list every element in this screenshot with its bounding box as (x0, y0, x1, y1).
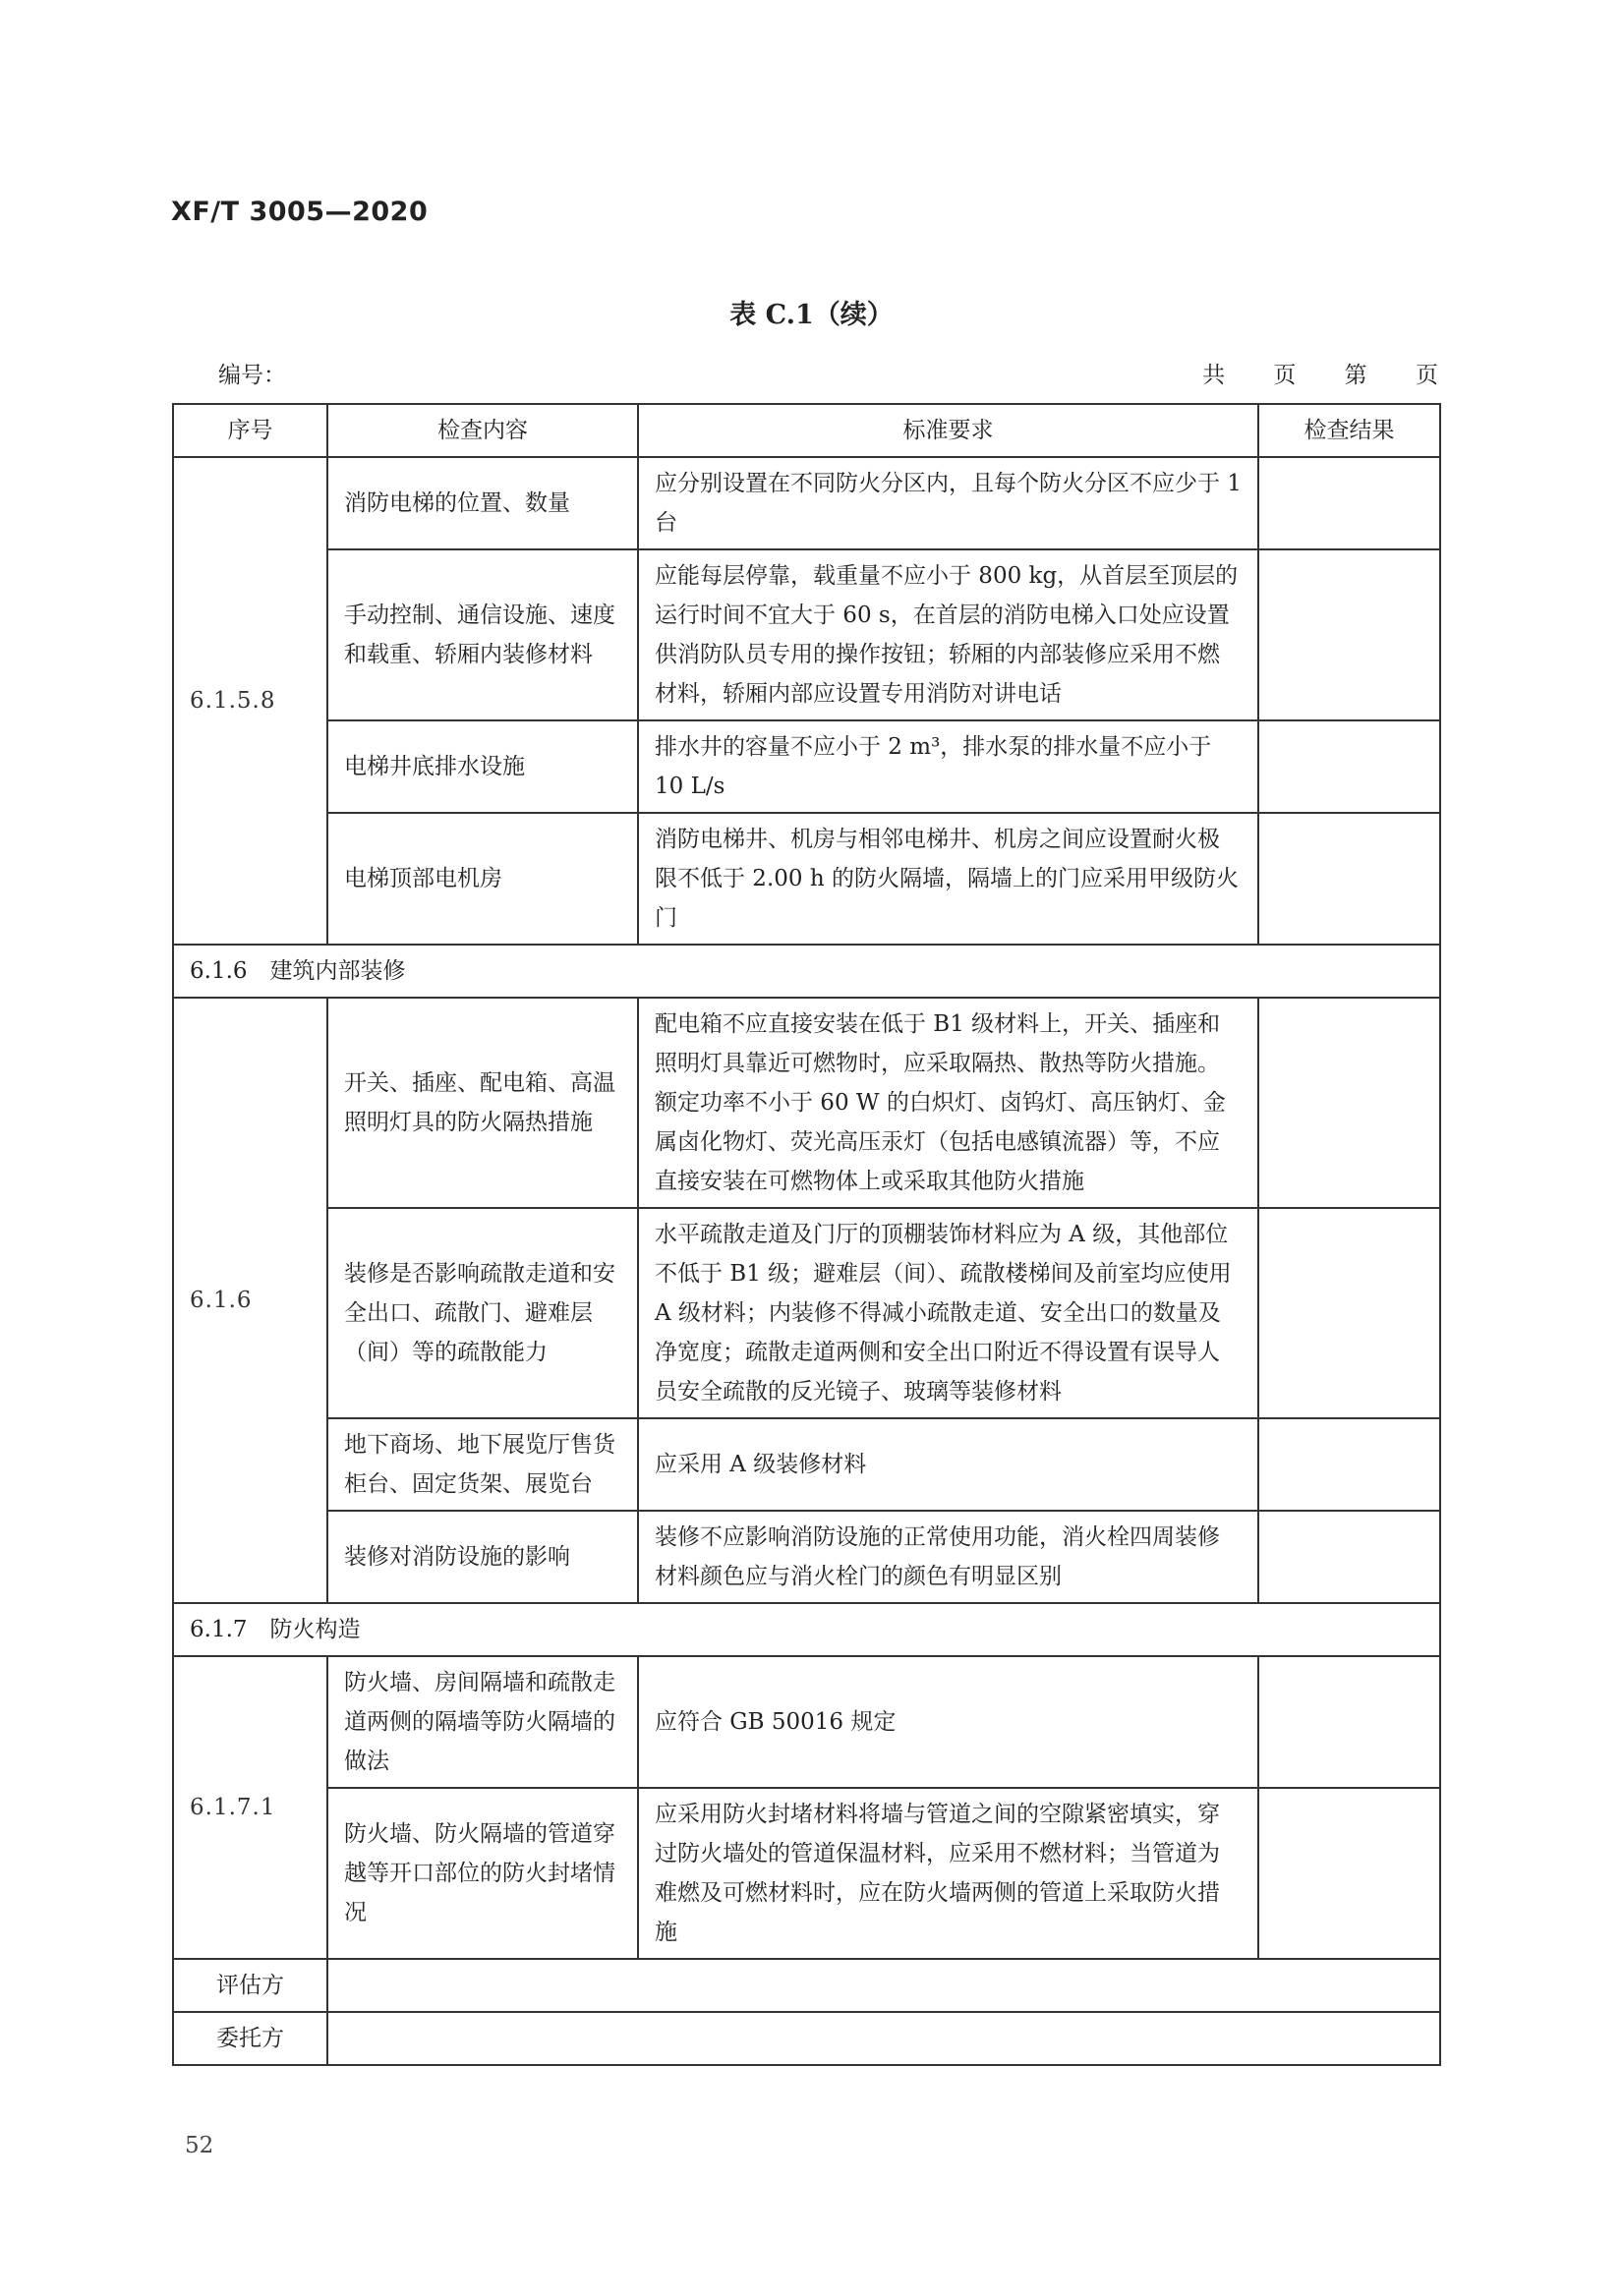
standard-code: XF/T 3005—2020 (171, 197, 429, 227)
result-cell[interactable] (1258, 1511, 1440, 1603)
table-title: 表 C.1（续） (729, 300, 894, 330)
table-row (173, 1418, 1440, 1511)
requirement-cell: 水平疏散走道及门厅的顶棚装饰材料应为 A 级，其他部位不低于 B1 级；避难层（间）、疏散楼梯间及前室均应使用 A 级材料；内装修不得减小疏散走道、安全出口的数量及净宽度；疏散走道两侧和安全出口附近不得设置有误导人员安全疏散的反光镜子、玻璃等装修材料 (638, 1208, 1258, 1418)
table-row (173, 549, 1440, 720)
requirement-cell: 配电箱不应直接安装在低于 B1 级材料上，开关、插座和照明灯具靠近可燃物时，应采取隔热、散热等防火措施。额定功率不小于 60 W 的白炽灯、卤钨灯、高压钠灯、金属卤化物灯、荧光高压汞灯（包括电感镇流器）等，不应直接安装在可燃物体上或采取其他防火措施 (638, 998, 1258, 1208)
section-heading: 6.1.6 建筑内部装修 (173, 945, 1440, 998)
requirement-cell: 应分别设置在不同防火分区内，且每个防火分区不应少于 1 台 (638, 457, 1258, 549)
result-cell[interactable] (1258, 1208, 1440, 1418)
content-cell: 电梯井底排水设施 (327, 720, 638, 813)
seq-cell: 6.1.7.1 (173, 1656, 327, 1959)
table-row (173, 1511, 1440, 1603)
column-header: 序号 (173, 404, 327, 457)
requirement-cell: 应符合 GB 50016 规定 (638, 1656, 1258, 1788)
column-header: 标准要求 (638, 404, 1258, 457)
result-cell[interactable] (1258, 1788, 1440, 1959)
column-header: 检查内容 (327, 404, 638, 457)
section-row (173, 945, 1440, 998)
table-row (173, 720, 1440, 813)
result-cell[interactable] (1258, 720, 1440, 813)
table-row (173, 998, 1440, 1208)
requirement-cell: 应采用防火封堵材料将墙与管道之间的空隙紧密填实，穿过防火墙处的管道保温材料，应采用不燃材料；当管道为难燃及可燃材料时，应在防火墙两侧的管道上采取防火措施 (638, 1788, 1258, 1959)
inspection-table (172, 403, 1441, 2066)
result-cell[interactable] (1258, 1418, 1440, 1511)
table-row (173, 1656, 1440, 1788)
result-cell[interactable] (1258, 1656, 1440, 1788)
requirement-cell: 消防电梯井、机房与相邻电梯井、机房之间应设置耐火极限不低于 2.00 h 的防火隔墙，隔墙上的门应采用甲级防火门 (638, 813, 1258, 945)
table-header-row (173, 404, 1440, 457)
content-cell: 手动控制、通信设施、速度和载重、轿厢内装修材料 (327, 549, 638, 720)
table-row (173, 457, 1440, 549)
footer-label: 评估方 (173, 1959, 327, 2012)
requirement-cell: 应能每层停靠，载重量不应小于 800 kg，从首层至顶层的运行时间不宜大于 60 s，在首层的消防电梯入口处应设置供消防队员专用的操作按钮；轿厢的内部装修应采用不燃材料，轿厢内部应设置专用消防对讲电话 (638, 549, 1258, 720)
content-cell: 装修是否影响疏散走道和安全出口、疏散门、避难层（间）等的疏散能力 (327, 1208, 638, 1418)
content-cell: 防火墙、防火隔墙的管道穿越等开口部位的防火封堵情况 (327, 1788, 638, 1959)
content-cell: 装修对消防设施的影响 (327, 1511, 638, 1603)
section-heading: 6.1.7 防火构造 (173, 1603, 1440, 1656)
footer-row (173, 2012, 1440, 2065)
signature-cell[interactable] (327, 1959, 1440, 2012)
requirement-cell: 排水井的容量不应小于 2 m³，排水泵的排水量不应小于 10 L/s (638, 720, 1258, 813)
seq-cell: 6.1.5.8 (173, 457, 327, 945)
table-body (173, 457, 1440, 2065)
result-cell[interactable] (1258, 549, 1440, 720)
section-row (173, 1603, 1440, 1656)
seq-cell: 6.1.6 (173, 998, 327, 1603)
requirement-cell: 应采用 A 级装修材料 (638, 1418, 1258, 1511)
table-row (173, 813, 1440, 945)
signature-cell[interactable] (327, 2012, 1440, 2065)
footer-row (173, 1959, 1440, 2012)
code-label: 编号： (218, 363, 286, 388)
content-cell: 电梯顶部电机房 (327, 813, 638, 945)
requirement-cell: 装修不应影响消防设施的正常使用功能，消火栓四周装修材料颜色应与消火栓门的颜色有明显区别 (638, 1511, 1258, 1603)
table-row (173, 1788, 1440, 1959)
footer-label: 委托方 (173, 2012, 327, 2065)
table-row (173, 1208, 1440, 1418)
column-header: 检查结果 (1258, 404, 1440, 457)
content-cell: 地下商场、地下展览厅售货柜台、固定货架、展览台 (327, 1418, 638, 1511)
result-cell[interactable] (1258, 813, 1440, 945)
result-cell[interactable] (1258, 998, 1440, 1208)
result-cell[interactable] (1258, 457, 1440, 549)
page-count: 共 页 第 页 (1202, 363, 1438, 388)
content-cell: 防火墙、房间隔墙和疏散走道两侧的隔墙等防火隔墙的做法 (327, 1656, 638, 1788)
content-cell: 开关、插座、配电箱、高温照明灯具的防火隔热措施 (327, 998, 638, 1208)
content-cell: 消防电梯的位置、数量 (327, 457, 638, 549)
page-number: 52 (185, 2133, 214, 2158)
